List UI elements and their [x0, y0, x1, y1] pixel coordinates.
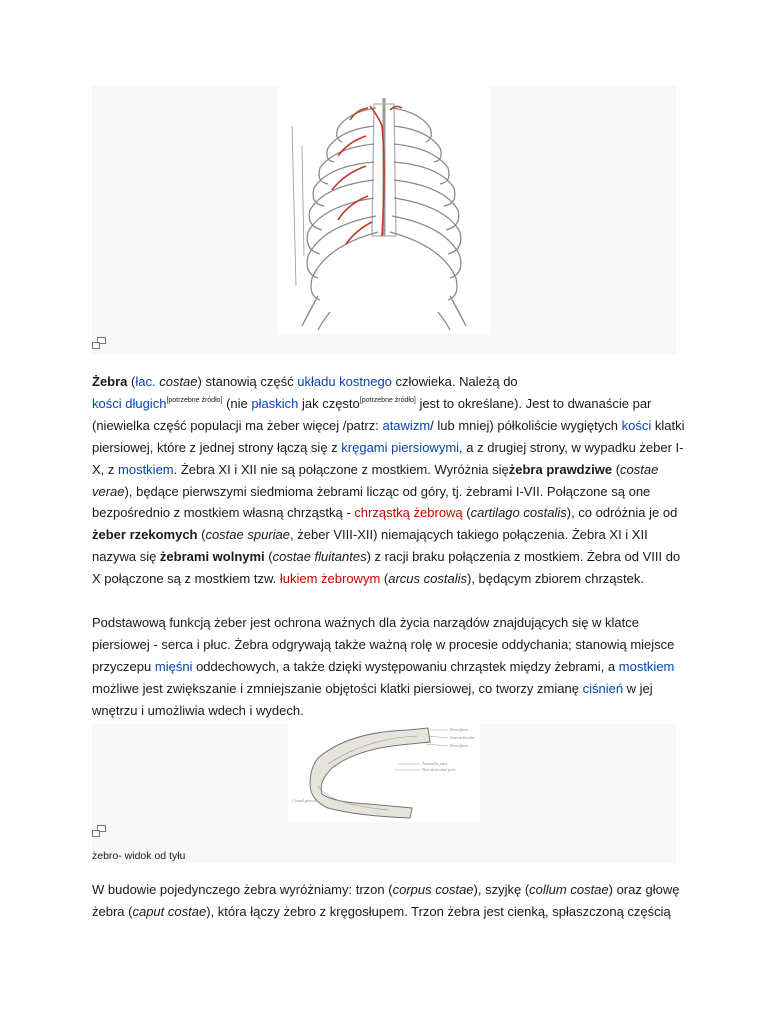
text: jak często [298, 395, 360, 411]
link-kregi-piersiowe[interactable]: kręgami piersiowymi [341, 439, 460, 455]
text: oddechowych, a także dzięki występowaniu chrząstek między żebrami, a [192, 658, 619, 674]
text: ( [264, 549, 273, 565]
text: ), co odróżnia je od [566, 505, 678, 521]
text: ( [462, 505, 471, 521]
latin-costae: costae [159, 374, 198, 389]
link-chrzastka-zebrowa[interactable]: chrząstką żebrową [354, 505, 463, 521]
link-cisnienie[interactable]: ciśnień [582, 680, 624, 696]
text: , a z drugiej strony, w wypadku żeber I-X, z [92, 439, 684, 477]
magnify-icon[interactable] [92, 337, 106, 349]
text: możliwe jest zwiększanie i zmniejszanie objętości klatki piersiowej, co tworzy zmianę [92, 680, 583, 696]
ribcage-image[interactable] [278, 86, 490, 334]
text: (nie [222, 395, 252, 411]
latin-arcus-costalis: arcus costalis [388, 571, 467, 587]
svg-text:Non-articular part: Non-articular part [422, 767, 456, 772]
text: ), szyjkę ( [473, 882, 530, 897]
text: Podstawową funkcją żeber jest ochrona ważnych dla życia narządów znajdujących się w klatce piersiowej - serca i płuc. Żebra odgrywają także ważną rolę w procesie oddychania; stanowią miejsce przyczepu [92, 615, 675, 674]
text: ( [197, 527, 206, 543]
link-uklad-kostny[interactable]: układu kostnego [297, 374, 392, 389]
link-lac[interactable]: łac. [135, 374, 156, 389]
link-miesnie[interactable]: mięśni [154, 658, 193, 674]
text: ( [380, 571, 389, 587]
link-mostek[interactable]: mostkiem [118, 461, 174, 477]
svg-text:Interarticular: Interarticular [450, 735, 475, 740]
latin-costae-fluitantes: costae fluitantes [272, 549, 367, 565]
text: człowieka. Należą do [391, 374, 518, 389]
link-mostek-2[interactable]: mostkiem [618, 658, 675, 674]
link-luk-zebrowy[interactable]: łukiem żebrowym [279, 571, 381, 587]
link-plaskie[interactable]: płaskich [251, 395, 299, 411]
text: , żeber VIII-XII) niemających takiego połączenia. Żebra XI i XII nazywa się [92, 527, 648, 565]
rib-image[interactable] [288, 724, 480, 822]
text: ) stanowią część [197, 374, 298, 389]
text: ( [612, 461, 621, 477]
latin-caput-costae: caput costae [132, 903, 207, 919]
link-kosci[interactable]: kości [621, 417, 652, 433]
text: W budowie pojedynczego żebra wyróżniamy: trzon ( [92, 882, 393, 897]
latin-costae-verae: costae verae [92, 461, 659, 499]
citation-needed-2: [potrzebne źródło] [359, 396, 416, 404]
term-zebra: Żebra [92, 374, 128, 389]
magnify-icon[interactable] [92, 825, 106, 837]
text: klatki piersiowej, które z jednej strony łączą się z [92, 417, 685, 455]
svg-text:Demifacet: Demifacet [450, 743, 469, 748]
text: ), która łączy żebro z kręgosłupem. Trzon żebra jest cienką, spłaszczoną częścią [206, 903, 671, 919]
citation-needed-1: [potrzebne źródło] [166, 396, 223, 404]
latin-costae-spuriae: costae spuriae [205, 527, 291, 543]
latin-collum-costae: collum costae [529, 882, 609, 897]
term-zebra-wolne: żebrami wolnymi [159, 549, 265, 565]
text: ), będącym zbiorem chrząstek. [466, 571, 644, 587]
rib-posterior-view-illustration-icon [288, 724, 480, 822]
text: w jej wnętrzu i umożliwia wdech i wydech. [92, 680, 653, 718]
paragraph-structure [92, 879, 692, 923]
paragraph-function [92, 612, 692, 722]
text: / lub mniej) półkoliście wygiętych [430, 417, 622, 433]
link-kosci-dlugie[interactable]: kości długich [92, 395, 167, 411]
term-zebra-prawdziwe: żebra prawdziwe [508, 461, 613, 477]
thumbnail-figure-rib [92, 724, 676, 863]
thumbnail-figure-ribcage [92, 86, 676, 354]
text: . Żebra XI i XII nie są połączone z mostkiem. Wyróżnia się [173, 461, 509, 477]
text: ( [127, 374, 136, 389]
latin-corpus-costae: corpus costae [392, 882, 474, 897]
svg-text:Costal groove: Costal groove [292, 798, 318, 803]
text: jest to określane). Jest to dwanaście par (niewielka część populacji ma żeber więcej /patrz: [92, 395, 652, 433]
thorax-ribcage-illustration-icon [278, 86, 490, 334]
text: ) oraz głowę żebra ( [92, 882, 680, 919]
svg-text:Demifacet: Demifacet [450, 727, 469, 732]
latin-cartilago-costalis: cartilago costalis [470, 505, 567, 521]
term-zebra-rzekome: żeber rzekomych [92, 527, 198, 543]
link-atawizm[interactable]: atawizm [382, 417, 431, 433]
figure-caption: żebro- widok od tyłu [92, 850, 186, 862]
text: ), będące pierwszymi siedmioma żebrami licząc od góry, tj. żebrami I-VII. Połączone są one bezpośrednio z mostkiem własną chrząstką - [92, 483, 651, 521]
text: ) z racji braku połączenia z mostkiem. Żebra od VIII do X połączone są z mostkiem tzw. [92, 549, 681, 587]
paragraph-definition [92, 371, 692, 590]
svg-text:Articular part: Articular part [422, 761, 448, 766]
